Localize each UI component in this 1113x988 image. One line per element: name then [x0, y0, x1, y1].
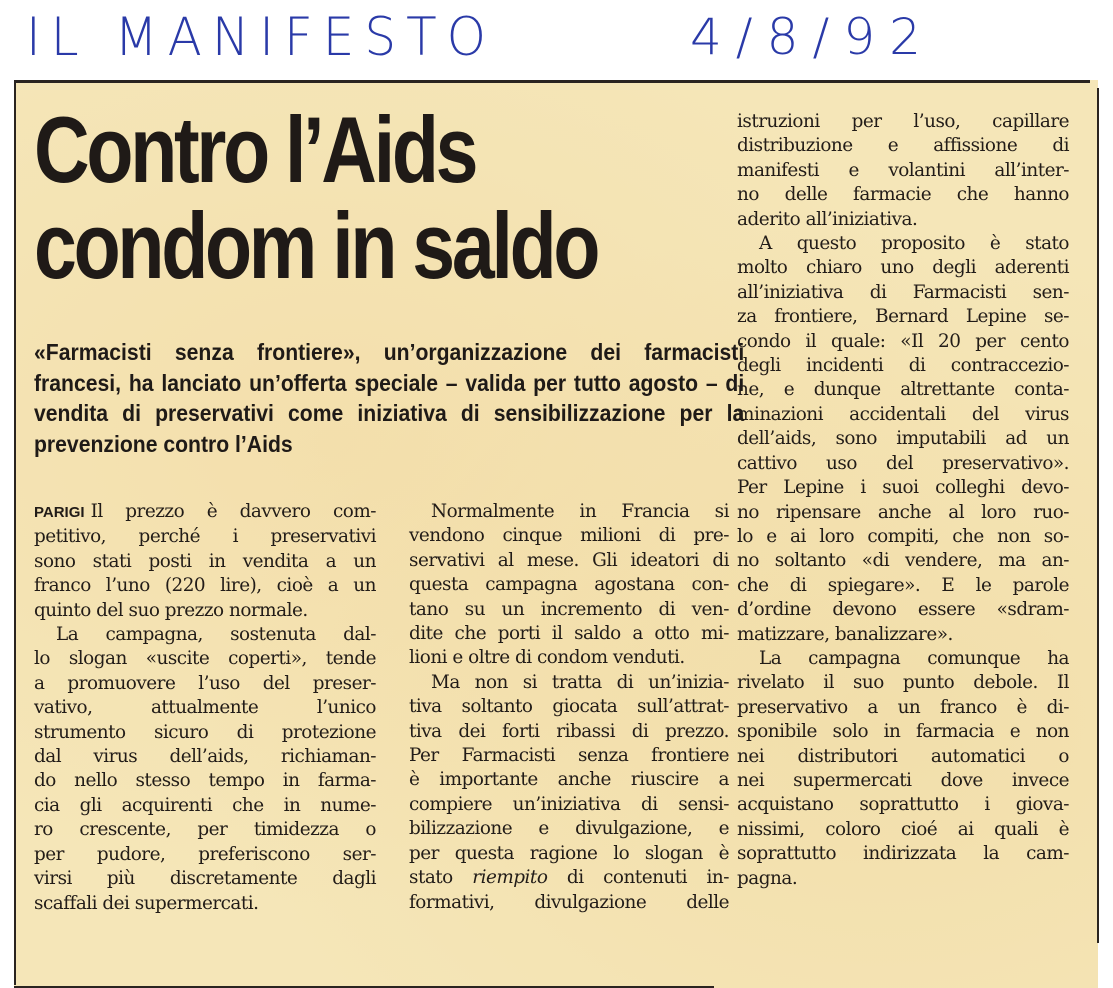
dateline: PARIGI: [34, 504, 85, 521]
text-line: acquistano soprattutto i giova-: [737, 794, 1069, 816]
text-line: vendono cinque milioni di pre-: [409, 525, 729, 547]
text-line: Per Lepine i suoi colleghi devo-: [737, 477, 1069, 499]
text-line: nissimi, coloro cioé ai quali è: [737, 818, 1069, 840]
text-line: virsi più discretamente dagli: [34, 868, 376, 890]
text-line: La campagna, sostenuta dal-: [56, 624, 376, 646]
text-line: questa campagna agostana con-: [409, 574, 729, 596]
text-line: scaffali dei supermercati.: [34, 892, 259, 914]
text-line: rivelato il suo punto debole. Il: [737, 672, 1069, 694]
text-line: nei supermercati dove invece: [737, 769, 1069, 791]
text-line: tiva soltanto giocata sull’attrat-: [409, 696, 729, 718]
text-line: che di spiegare». E le parole: [737, 574, 1069, 596]
top-rule: [14, 80, 1090, 83]
text-line: manifesti e volantini all’inter-: [737, 159, 1069, 181]
text-line: d’ordine devono essere «sdram-: [737, 599, 1069, 621]
text-line: pagna.: [737, 867, 798, 889]
text-line: tano su un incremento di ven-: [409, 598, 729, 620]
subheadline: «Farmacisti senza frontiere», un’organizzazione dei farmacisti francesi, ha lanciato un’offerta speciale – valida per tutto agosto – di vendita di preservativi come iniziativa di sensibilizzazione per la prevenzione contro l’Aids: [34, 339, 745, 457]
text-line: bilizzazione e divulgazione, e: [409, 818, 729, 840]
text-line: za frontiere, Bernard Lepine se-: [737, 306, 1069, 328]
text-line: ro crescente, per timidezza o: [34, 819, 376, 841]
right-rule: [1097, 88, 1099, 943]
text-line: La campagna comunque ha: [759, 647, 1069, 669]
text-line: per questa ragione lo slogan è: [409, 842, 729, 864]
text-line: matizzare, banalizzare».: [737, 623, 953, 645]
headline: [34, 97, 598, 298]
article-column-3: [737, 110, 1069, 891]
text-line: quinto del suo prezzo normale.: [34, 599, 308, 621]
publication-date: 4/8/92: [690, 8, 935, 66]
italic-word: riempito: [472, 867, 548, 889]
text-line: dell’aids, sono imputabili ad un: [737, 428, 1069, 450]
text-line: per pudore, preferiscono ser-: [34, 843, 376, 865]
text-line: lo e ai loro compiti, che non so-: [737, 525, 1069, 547]
text-line: sponibile solo in farmacia e non: [737, 721, 1069, 743]
publication-name: IL MANIFESTO: [26, 6, 496, 68]
text-line: molto chiaro uno degli aderenti: [737, 257, 1069, 279]
text-line: Per Farmacisti senza frontiere: [409, 745, 729, 767]
text-fragment: stato: [409, 867, 453, 889]
text-line: no soltanto «di vendere, ma an-: [737, 550, 1069, 572]
text-line: sono stati posti in vendita a un: [34, 550, 376, 572]
text-line: all’iniziativa di Farmacisti sen-: [737, 281, 1069, 303]
text-line: A questo proposito è stato: [759, 233, 1069, 255]
text-line: condo il quale: «Il 20 per cento: [737, 330, 1069, 352]
text-line: cia gli acquirenti che in nume-: [34, 794, 376, 816]
text-line: aderito all’iniziativa.: [737, 208, 918, 230]
text-line: no delle farmacie che hanno: [737, 184, 1069, 206]
text-line: Il prezzo è davvero com-: [90, 501, 376, 522]
text-line: petitivo, perché i preservativi: [34, 526, 376, 548]
text-line: lo slogan «uscite coperti», tende: [34, 648, 376, 670]
article-column-2: [409, 500, 729, 915]
text-line: tiva dei forti ribassi di prezzo.: [409, 720, 729, 742]
text-line: vativo, attualmente l’unico: [34, 697, 376, 719]
newspaper-clipping: [14, 80, 1098, 988]
text-line: preservativo a un franco è di-: [737, 696, 1069, 718]
text-line: soprattutto indirizzata la cam-: [737, 843, 1069, 865]
text-line: dal virus dell’aids, richiaman-: [34, 746, 376, 768]
left-rule: [14, 80, 16, 985]
text-line: ne, e dunque altrettante conta-: [737, 379, 1069, 401]
text-line: degli incidenti di contraccezio-: [737, 355, 1069, 377]
text-line: servativi al mese. Gli ideatori di: [409, 549, 729, 571]
text-line: nei distributori automatici o: [737, 745, 1069, 767]
text-line: distribuzione e affissione di: [737, 135, 1069, 157]
text-line: do nello stesso tempo in farma-: [34, 770, 376, 792]
text-line: Normalmente in Francia si: [431, 501, 729, 522]
text-line: franco l’uno (220 lire), cioè a un: [34, 575, 376, 597]
text-line: dite che porti il saldo a otto mi-: [409, 623, 729, 645]
text-line: è importante anche riuscire a: [409, 769, 729, 791]
text-line: [409, 866, 729, 890]
text-line: cattivo uso del preservativo».: [737, 452, 1069, 474]
text-fragment: di contenuti in-: [566, 867, 729, 889]
text-line: Ma non si tratta di un’inizia-: [431, 671, 729, 693]
text-line: no ripensare anche al loro ruo-: [737, 501, 1069, 523]
text-line: istruzioni per l’uso, capillare: [737, 111, 1069, 132]
headline-line-1: Contro l’Aids: [34, 97, 476, 202]
article-column-1: [34, 500, 376, 916]
headline-line-2: condom in saldo: [34, 193, 598, 298]
text-line: strumento sicuro di protezione: [34, 721, 376, 743]
text-line: lioni e oltre di condom venduti.: [409, 647, 685, 669]
handwritten-annotation: [0, 0, 1113, 72]
text-line: formativi, divulgazione delle: [409, 891, 729, 913]
text-line: minazioni accidentali del virus: [737, 403, 1069, 425]
text-line: a promuovere l’uso del preser-: [34, 672, 376, 694]
text-line: compiere un’iniziativa di sensi-: [409, 793, 729, 815]
